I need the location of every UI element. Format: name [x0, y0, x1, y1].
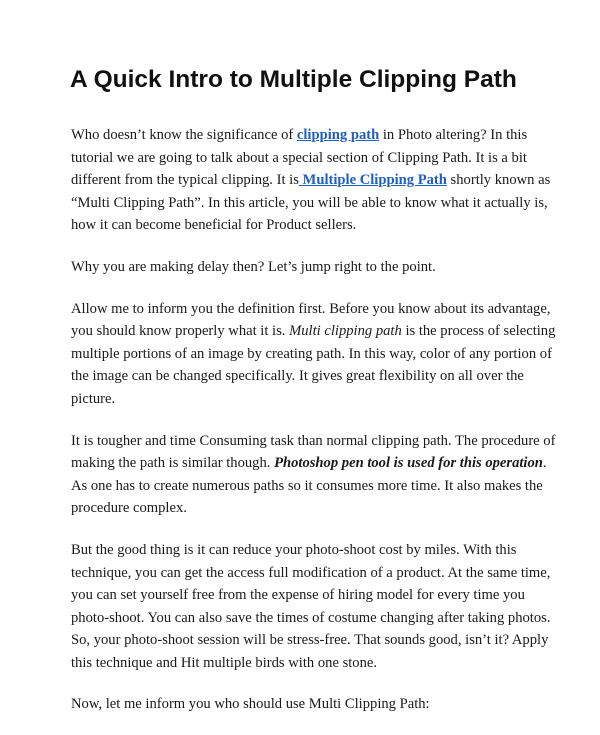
text-run: . [542, 455, 547, 472]
inline-link[interactable]: Multiple Clipping Path [298, 172, 447, 189]
article-body [71, 124, 556, 735]
text-run: different from the typical clipping. It is [71, 172, 299, 189]
text-line [71, 693, 551, 716]
paragraph [71, 256, 551, 279]
page-title: A Quick Intro to Multiple Clipping Path [70, 66, 517, 93]
text-line [71, 298, 551, 321]
text-line [71, 388, 551, 411]
paragraph [71, 430, 556, 520]
text-line [71, 430, 556, 453]
text-line [71, 652, 551, 675]
text-run: how it can become beneficial for Product sellers. [71, 217, 357, 234]
text-line [71, 147, 551, 170]
text-line [71, 256, 551, 279]
text-run: technique, you can get the access full modification of a product. At the same time, [71, 564, 551, 581]
text-line [71, 629, 551, 652]
text-line [71, 192, 551, 215]
text-run: procedure complex. [71, 500, 187, 517]
text-run: the image can be changed specifically. It gives great flexibility on all over the [71, 368, 524, 385]
text-run: is the process of selecting [401, 323, 556, 340]
text-run: photo-shoot. You can also save the times of costume changing after taking photos. [71, 609, 551, 626]
text-line [71, 365, 551, 388]
text-run: “Multi Clipping Path”. In this article, you will be able to know what it actually is, [71, 194, 548, 211]
paragraph [71, 124, 551, 237]
text-run: But the good thing is it can reduce your photo-shoot cost by miles. With this [71, 541, 517, 558]
text-line [71, 497, 551, 520]
text-run: As one has to create numerous paths so it consumes more time. It also makes the [71, 477, 543, 494]
text-line [71, 169, 551, 192]
text-run: It is tougher and time Consuming task than normal clipping path. The procedure of [71, 432, 556, 449]
paragraph [71, 298, 556, 411]
text-line [71, 452, 551, 475]
inline-link[interactable]: clipping path [296, 127, 380, 143]
text-run: Who doesn’t know the significance of [71, 127, 297, 143]
emphasis-text: Photoshop pen tool is used for this operation [274, 455, 543, 472]
text-run: Now, let me inform you who should use Multi Clipping Path: [71, 696, 430, 713]
text-run: tutorial we are going to talk about a special section of Clipping Path. It is a bit [71, 149, 527, 166]
text-run: picture. [71, 390, 116, 407]
text-line [71, 124, 551, 147]
text-run: shortly known as [446, 172, 551, 189]
text-run: you should know properly what it is. [71, 323, 290, 340]
text-line [71, 475, 551, 498]
text-line [71, 320, 556, 343]
paragraph [71, 539, 551, 675]
text-run: multiple portions of an image by creating path. In this way, color of any portion of [71, 345, 552, 362]
text-run: So, your photo-shoot session will be stress-free. That sounds good, isn’t it? Apply [71, 632, 549, 649]
emphasis-text: Multi clipping path [289, 323, 402, 340]
text-run: making the path is similar though. [71, 455, 275, 472]
text-run: Allow me to inform you the definition first. Before you know about its advantage, [71, 300, 551, 317]
text-run: this technique and Hit multiple birds with one stone. [71, 654, 378, 671]
text-run: you can set yourself free from the expense of hiring model for every time you [71, 587, 525, 604]
text-line [71, 343, 551, 366]
text-run: in Photo altering? In this [379, 127, 528, 143]
text-line [71, 562, 551, 585]
text-line [71, 607, 551, 630]
paragraph [71, 693, 551, 716]
text-run: Why you are making delay then? Let’s jump right to the point. [71, 258, 436, 275]
text-line [71, 584, 551, 607]
text-line [71, 214, 551, 237]
text-line [71, 539, 551, 562]
